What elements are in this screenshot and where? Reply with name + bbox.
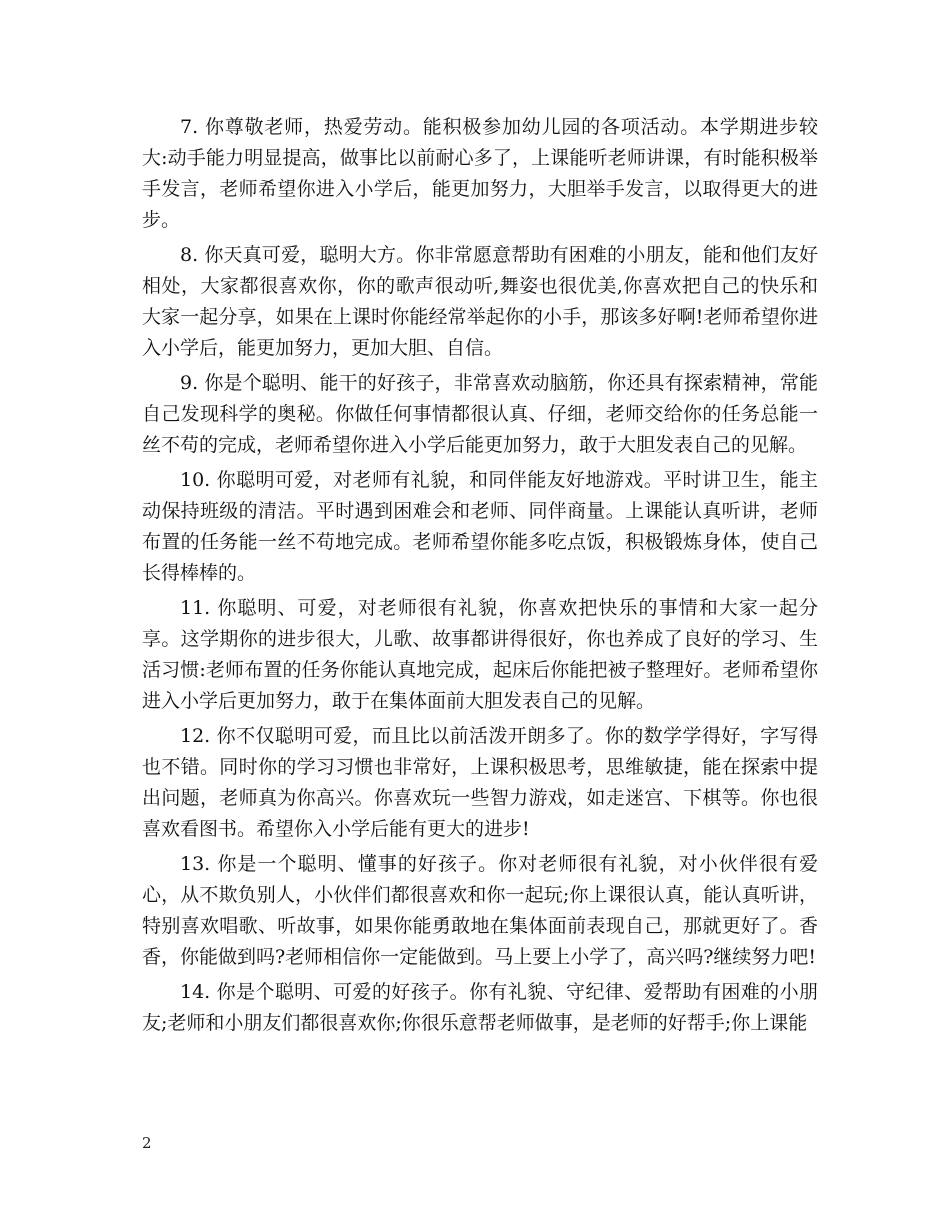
paragraph-8: 8. 你天真可爱，聪明大方。你非常愿意帮助有困难的小朋友，能和他们友好相处，大家都很喜欢你，你的歌声很动听,舞姿也很优美,你喜欢把自己的快乐和大家一起分享，如果在上课时你能经常举起你的小手，那该多好啊!老师希望你进入小学后，能更加努力，更加大胆、自信。 [142, 244, 818, 359]
paragraph-9: 9. 你是个聪明、能干的好孩子，非常喜欢动脑筋，你还具有探索精神，常能自己发现科学的奥秘。你做任何事情都很认真、仔细，老师交给你的任务总能一丝不苟的完成，老师希望你进入小学后能更加努力，敢于大胆发表自己的见解。 [142, 372, 818, 456]
page-number: 2 [142, 1134, 152, 1152]
document-body [142, 112, 818, 1043]
paragraph-14: 14. 你是个聪明、可爱的好孩子。你有礼貌、守纪律、爱帮助有困难的小朋友;老师和小朋友们都很喜欢你;你很乐意帮老师做事，是老师的好帮手;你上课能 [142, 981, 818, 1034]
paragraph-13: 13. 你是一个聪明、懂事的好孩子。你对老师很有礼貌，对小伙伴很有爱心，从不欺负别人，小伙伴们都很喜欢和你一起玩;你上课很认真，能认真听讲，特别喜欢唱歌、听故事，如果你能勇敢地在集体面前表现自己，那就更好了。香香，你能做到吗?老师相信你一定能做到。马上要上小学了，高兴吗?继续努力吧! [142, 853, 818, 968]
paragraph-12: 12. 你不仅聪明可爱，而且比以前活泼开朗多了。你的数学学得好，字写得也不错。同时你的学习习惯也非常好，上课积极思考，思维敏捷，能在探索中提出问题，老师真为你高兴。你喜欢玩一些智力游戏，如走迷宫、下棋等。你也很喜欢看图书。希望你入小学后能有更大的进步! [142, 725, 818, 840]
paragraph-7: 7. 你尊敬老师，热爱劳动。能积极参加幼儿园的各项活动。本学期进步较大:动手能力明显提高，做事比以前耐心多了，上课能听老师讲课，有时能积极举手发言，老师希望你进入小学后，能更加努力，大胆举手发言，以取得更大的进步。 [142, 116, 818, 231]
paragraph-10: 10. 你聪明可爱，对老师有礼貌，和同伴能友好地游戏。平时讲卫生，能主动保持班级的清洁。平时遇到困难会和老师、同伴商量。上课能认真听讲，老师布置的任务能一丝不苟地完成。老师希望你能多吃点饭，积极锻炼身体，使自己长得棒棒的。 [142, 469, 818, 584]
paragraph-11: 11. 你聪明、可爱，对老师很有礼貌，你喜欢把快乐的事情和大家一起分享。这学期你的进步很大，儿歌、故事都讲得很好，你也养成了良好的学习、生活习惯:老师布置的任务你能认真地完成，起床后你能把被子整理好。老师希望你进入小学后更加努力，敢于在集体面前大胆发表自己的见解。 [142, 597, 818, 712]
